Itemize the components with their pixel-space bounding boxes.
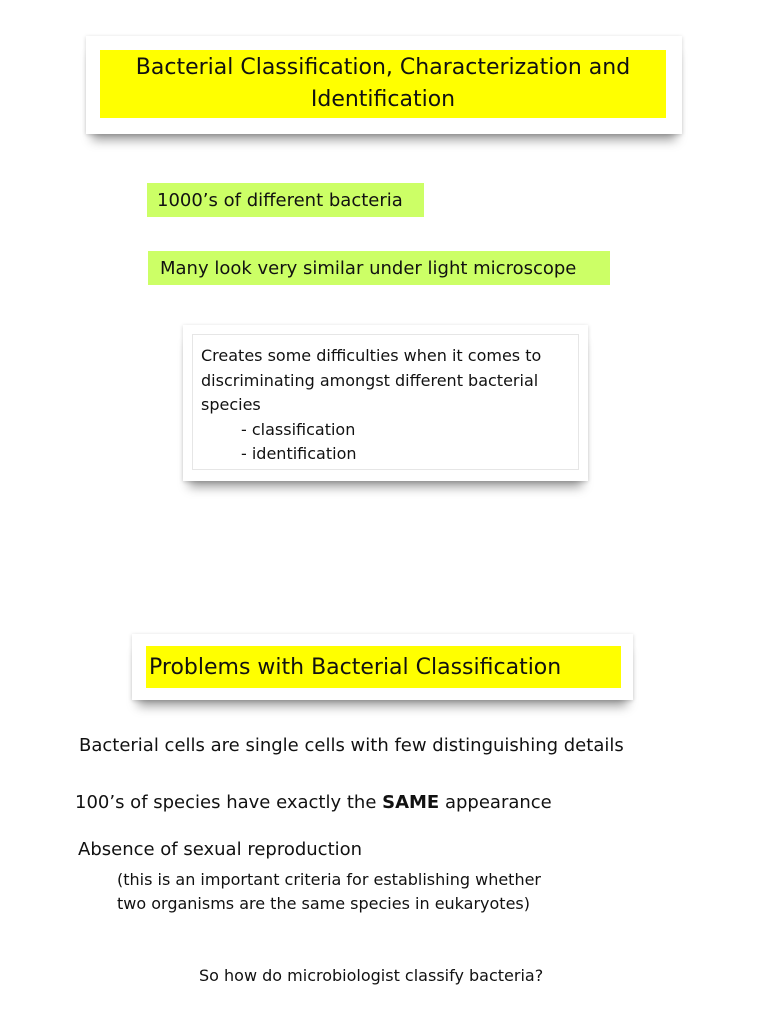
info-card bbox=[183, 325, 588, 481]
page-title bbox=[136, 52, 630, 116]
same-appearance-prefix: 100’s of species have exactly the bbox=[75, 792, 383, 813]
problems-heading-text: Problems with Bacterial Classification bbox=[149, 654, 562, 680]
note-line-2: two organisms are the same species in eukaryotes) bbox=[117, 894, 530, 913]
info-list bbox=[201, 418, 570, 467]
problems-card bbox=[132, 634, 633, 700]
highlight-different-bacteria bbox=[147, 183, 424, 217]
body-line-single-cells: Bacterial cells are single cells with few distinguishing details bbox=[79, 735, 624, 756]
highlight-text-2: Many look very similar under light microscope bbox=[160, 257, 577, 279]
title-line-2: Identification bbox=[310, 87, 456, 112]
note-line-1: (this is an important criteria for establishing whether bbox=[117, 870, 542, 889]
problems-heading bbox=[146, 646, 621, 688]
same-appearance-suffix: appearance bbox=[439, 792, 552, 813]
title-card bbox=[86, 36, 682, 134]
reproduction-note bbox=[117, 868, 617, 916]
same-emphasis: SAME bbox=[382, 792, 440, 813]
highlight-similar-microscope bbox=[148, 251, 610, 285]
info-text: Creates some difficulties when it comes to discriminating amongst different bacterial species bbox=[201, 346, 542, 414]
title-line-1: Bacterial Classification, Characterization and bbox=[135, 55, 631, 80]
info-item-classification: - classification bbox=[241, 419, 356, 439]
info-box bbox=[192, 334, 579, 470]
title-banner bbox=[100, 50, 666, 118]
highlight-text-1: 1000’s of different bacteria bbox=[157, 189, 403, 211]
info-item-identification: - identification bbox=[241, 444, 357, 463]
closing-question: So how do microbiologist classify bacteria? bbox=[199, 966, 544, 985]
body-line-same-appearance bbox=[75, 792, 552, 813]
body-line-sexual-reproduction: Absence of sexual reproduction bbox=[78, 839, 363, 860]
